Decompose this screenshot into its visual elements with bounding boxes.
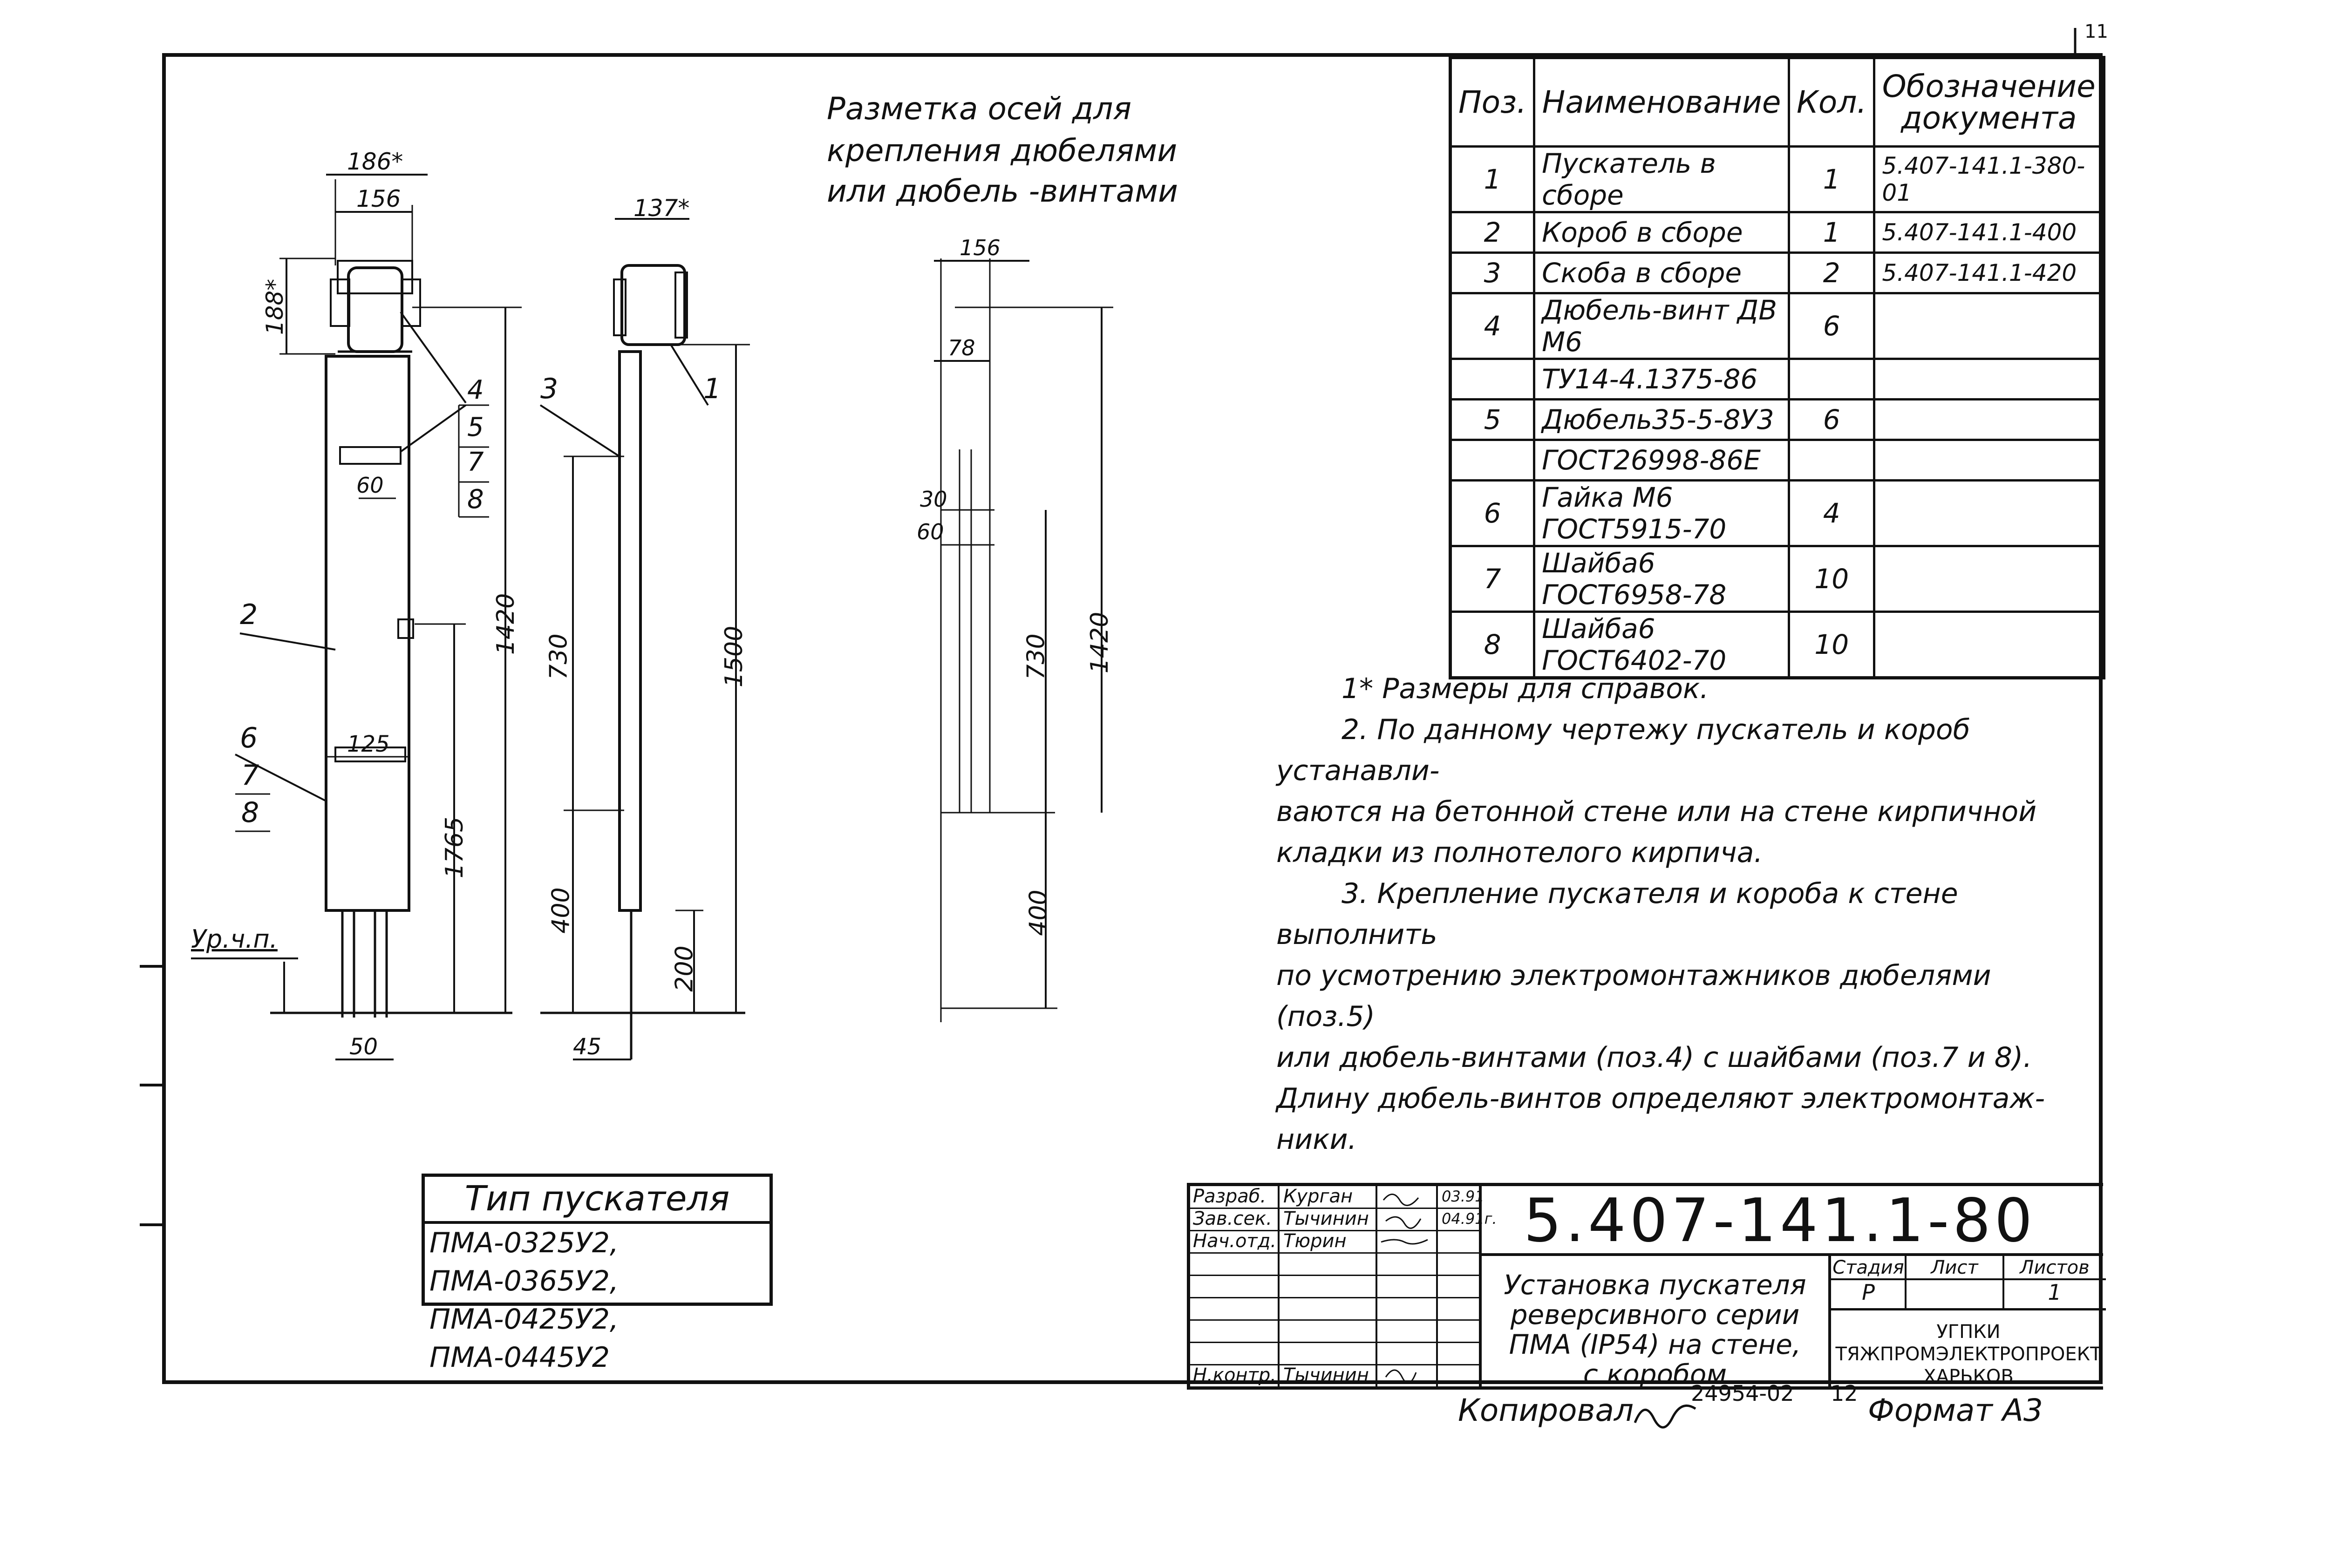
note-line: по усмотрению электромонтажников дюбелями (поз.5) (1276, 959, 1991, 1033)
spec-name: Дюбель35-5-8У3 (1534, 400, 1789, 440)
stage-block (1828, 1256, 2106, 1386)
organization-block (1831, 1308, 2106, 1386)
spec-qty: 1 (1789, 212, 1874, 253)
table-row (1451, 400, 2104, 440)
callout-8b: 8 (241, 796, 259, 829)
spec-name: Шайба6 ГОСТ6402-70 (1534, 612, 1789, 678)
mark-dim-156: 156 (960, 235, 1001, 260)
spec-doc (1874, 481, 2104, 546)
table-row (1451, 359, 2104, 400)
spec-header-pos: Поз. (1451, 58, 1534, 147)
ground-level-label: Ур.ч.п. (191, 924, 278, 954)
marking-title-line-3: или дюбель -винтами (827, 173, 1178, 209)
starter-type-row: ПМА-0425У2, ПМА-0445У2 (429, 1303, 619, 1374)
spec-header-row (1451, 58, 2104, 147)
dim-730-side: 730 (545, 633, 573, 680)
mark-dim-60: 60 (917, 519, 944, 544)
spec-qty: 6 (1789, 400, 1874, 440)
role-date: 03.91 (1442, 1188, 1485, 1205)
spec-pos: 5 (1451, 400, 1534, 440)
spec-name: ГОСТ26998-86Е (1534, 440, 1789, 481)
role-name: Курган (1283, 1186, 1353, 1207)
sheets-value: 1 (2048, 1280, 2062, 1305)
mark-dim-730: 730 (1022, 633, 1050, 680)
copied-label: Копировал (1458, 1392, 1634, 1428)
organization-line: УГПКИ (1936, 1321, 2001, 1343)
marking-title-line-1: Разметка осей для (827, 91, 1132, 127)
dim-200: 200 (670, 945, 699, 992)
spec-qty (1789, 359, 1874, 400)
footer-page-number: 12 (1831, 1381, 1858, 1406)
sheets-label: Листов (2020, 1257, 2090, 1278)
note-line: ники. (1276, 1123, 1357, 1156)
sheet-number: 11 (2084, 21, 2108, 42)
callout-1: 1 (703, 373, 722, 405)
notes-block (1276, 668, 2096, 1160)
organization-line: ХАРЬКОВ (1923, 1366, 2014, 1387)
signature-grid-lines (1190, 1186, 1479, 1386)
callout-3: 3 (540, 373, 558, 405)
role-date: 04.91г. (1442, 1210, 1497, 1228)
callout-4: 4 (467, 375, 484, 405)
note-line: 2. По данному чертежу пускатель и короб устанавли- (1276, 713, 1970, 787)
spec-doc (1874, 359, 2104, 400)
role-name: Тычинин (1283, 1208, 1369, 1229)
specification-table (1449, 56, 2105, 679)
marking-title-line-2: крепления дюбелями (827, 133, 1178, 169)
spec-doc: 5.407-141.1-380-01 (1874, 147, 2104, 212)
spec-doc: 5.407-141.1-400 (1874, 212, 2104, 253)
mark-dim-400: 400 (1024, 889, 1053, 936)
format-label: Формат А3 (1868, 1392, 2043, 1428)
table-row (1451, 546, 2104, 612)
spec-pos: 4 (1451, 293, 1534, 359)
document-name-line: Установка пускателя (1504, 1269, 1806, 1301)
note-line: ваются на бетонной стене или на стене кирпичной (1276, 795, 2037, 828)
spec-qty: 10 (1789, 546, 1874, 612)
starter-type-title: Тип пускателя (425, 1177, 770, 1224)
spec-name: ТУ14-4.1375-86 (1534, 359, 1789, 400)
spec-name: Короб в сборе (1534, 212, 1789, 253)
spec-pos: 2 (1451, 212, 1534, 253)
callout-7: 7 (467, 447, 484, 477)
starter-type-row: ПМА-0325У2, ПМА-0365У2, (429, 1227, 619, 1297)
spec-qty: 10 (1789, 612, 1874, 678)
stage-value: Р (1862, 1280, 1875, 1305)
stage-label: Стадия (1832, 1257, 1904, 1278)
spec-name: Шайба6 ГОСТ6958-78 (1534, 546, 1789, 612)
starter-type-box (422, 1174, 773, 1374)
callout-7b: 7 (241, 759, 259, 792)
spec-pos: 8 (1451, 612, 1534, 678)
spec-header-doc: Обозначение документа (1874, 58, 2104, 147)
document-name-line: реверсивного серии (1510, 1299, 1800, 1330)
dim-156: 156 (356, 185, 401, 212)
spec-pos: 7 (1451, 546, 1534, 612)
role-label: Разраб. (1193, 1186, 1267, 1207)
spec-qty (1789, 440, 1874, 481)
callout-8: 8 (467, 484, 484, 515)
note-line: 1* Размеры для справок. (1342, 672, 1709, 705)
document-name (1479, 1256, 1828, 1390)
role-label: Н.контр. (1193, 1364, 1276, 1386)
role-name: Тычинин (1283, 1364, 1369, 1386)
spec-pos: 3 (1451, 253, 1534, 293)
callout-5: 5 (467, 412, 484, 442)
spec-pos (1451, 440, 1534, 481)
table-row (1451, 440, 2104, 481)
copied-signature (1630, 1395, 1700, 1434)
spec-qty: 6 (1789, 293, 1874, 359)
spec-header-name: Наименование (1534, 58, 1789, 147)
spec-pos: 6 (1451, 481, 1534, 546)
spec-name: Дюбель-винт ДВ М6 (1534, 293, 1789, 359)
table-row (1451, 147, 2104, 212)
spec-doc: 5.407-141.1-420 (1874, 253, 2104, 293)
table-row (1451, 212, 2104, 253)
dim-50: 50 (349, 1034, 378, 1060)
organization-line: ТЯЖПРОМЭЛЕКТРОПРОЕКТ (1835, 1344, 2102, 1365)
spec-doc (1874, 293, 2104, 359)
table-row (1451, 253, 2104, 293)
spec-qty: 4 (1789, 481, 1874, 546)
dim-400-side: 400 (547, 887, 575, 934)
signature-mark (1630, 1395, 1700, 1432)
callout-6: 6 (240, 722, 258, 754)
order-number: 24954-02 (1691, 1381, 1794, 1406)
note-line: кладки из полнотелого кирпича. (1276, 836, 1763, 869)
dim-1420-front: 1420 (492, 593, 520, 655)
dim-125: 125 (347, 731, 390, 757)
table-row (1451, 481, 2104, 546)
dim-45: 45 (573, 1034, 602, 1060)
dim-1500: 1500 (720, 625, 749, 688)
spec-doc (1874, 546, 2104, 612)
role-name: Тюрин (1283, 1230, 1347, 1252)
title-block-signatures (1190, 1186, 1497, 1386)
spec-qty: 2 (1789, 253, 1874, 293)
document-name-line: с коробом (1583, 1358, 1727, 1390)
role-label: Нач.отд. (1193, 1230, 1277, 1252)
title-block (1187, 1183, 2103, 1390)
spec-name: Скоба в сборе (1534, 253, 1789, 293)
spec-doc (1874, 400, 2104, 440)
dim-186: 186* (347, 148, 403, 175)
dim-60: 60 (356, 473, 384, 498)
spec-name: Пускатель в сборе (1534, 147, 1789, 212)
dim-188: 188* (261, 278, 289, 335)
note-line: Длину дюбель-винтов определяют электромонтаж- (1276, 1082, 2045, 1115)
role-label: Зав.сек. (1193, 1208, 1272, 1229)
mark-dim-1420: 1420 (1086, 611, 1114, 674)
note-line: 3. Крепление пускателя и короба к стене выполнить (1276, 877, 1958, 951)
spec-name: Гайка М6 ГОСТ5915-70 (1534, 481, 1789, 546)
dim-137: 137* (633, 195, 690, 222)
dim-1765: 1765 (441, 816, 469, 879)
spec-qty: 1 (1789, 147, 1874, 212)
mark-dim-30: 30 (920, 487, 947, 512)
spec-pos: 1 (1451, 147, 1534, 212)
note-line: или дюбель-винтами (поз.4) с шайбами (поз.7 и 8). (1276, 1041, 2032, 1074)
callout-2: 2 (240, 598, 258, 631)
document-code: 5.407-141.1-80 (1479, 1186, 2103, 1256)
spec-pos (1451, 359, 1534, 400)
document-name-line: ПМА (IP54) на стене, (1509, 1329, 1801, 1360)
sheet-label: Лист (1931, 1257, 1978, 1278)
mark-dim-78: 78 (948, 335, 975, 360)
spec-doc (1874, 440, 2104, 481)
table-row (1451, 293, 2104, 359)
spec-header-qty: Кол. (1789, 58, 1874, 147)
